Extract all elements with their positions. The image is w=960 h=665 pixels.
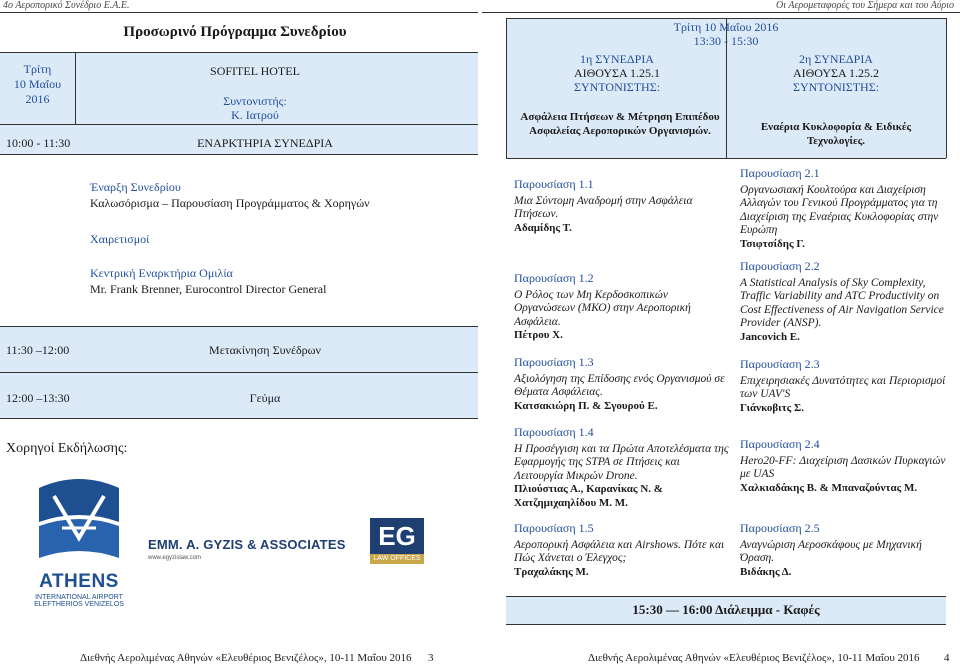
presentation-author: Jancovich E.: [740, 330, 800, 343]
presentation-number: Παρουσίαση 1.1: [514, 177, 594, 191]
coordinator-label: Συντονιστής:: [223, 94, 287, 108]
lunch-label: Γεύμα: [249, 391, 281, 405]
left-page-number: 3: [428, 652, 434, 664]
session1-header: [512, 52, 722, 94]
opening-time: 10:00 - 11:30: [6, 136, 71, 150]
presentation-1-1: [514, 178, 729, 235]
eg-logo-sub: LAW OFFICES: [370, 554, 424, 564]
athens-airport-logo: [24, 478, 134, 620]
eg-logo-mark: EG: [370, 518, 424, 554]
year-label: 2016: [25, 92, 50, 106]
presentation-number: Παρουσίαση 2.4: [740, 437, 820, 451]
transfer-label: Μετακίνηση Συνέδρων: [209, 343, 321, 357]
presentation-number: Παρουσίαση 2.1: [740, 166, 820, 180]
presentation-author: Αδαμίδης Τ.: [514, 221, 572, 234]
presentation-2-4: [740, 438, 955, 495]
lunch-time: 12:00 –13:30: [6, 391, 70, 405]
venue: SOFITEL HOTEL: [210, 64, 300, 78]
session1-title: 1η ΣΥΝΕΔΡΙΑ: [580, 52, 654, 66]
session2-header: [736, 52, 936, 94]
presentation-title: Αξιολόγηση της Επίδοσης ενός Οργανισμού σε Θέματα Ασφάλειας.: [514, 372, 725, 398]
sponsors-label: Χορηγοί Εκδήλωσης:: [6, 441, 128, 456]
date-label: 10 Μαΐου: [13, 77, 62, 91]
session2-title: 2η ΣΥΝΕΔΡΙΑ: [799, 52, 873, 66]
welcome-item: Καλωσόρισμα – Παρουσίαση Προγράμματος & Χορηγών: [90, 196, 370, 210]
right-page-number: 4: [944, 652, 950, 664]
start-label: Έναρξη Συνεδρίου: [90, 180, 181, 194]
presentation-number: Παρουσίαση 2.3: [740, 357, 820, 371]
presentation-number: Παρουσίαση 1.3: [514, 355, 594, 369]
program-title: Προσωρινό Πρόγραμμα Συνεδρίου: [123, 24, 347, 40]
coffee-break: 15:30 — 16:00 Διάλειμμα - Καφές: [632, 602, 820, 617]
coordinator-name: Κ. Ιατρού: [231, 108, 279, 122]
presentation-number: Παρουσίαση 1.5: [514, 521, 594, 535]
rule: [0, 124, 478, 125]
session-date-block: [626, 20, 826, 48]
athens-logo-sub1: INTERNATIONAL AIRPORT: [35, 594, 123, 601]
presentation-2-2: [740, 260, 955, 344]
greetings-item: Χαιρετισμοί: [90, 232, 150, 246]
left-footer: Διεθνής Αερολιμένας Αθηνών «Ελευθέριος Βενιζέλος», 10-11 Μαΐου 2016: [80, 652, 412, 664]
rule: [0, 418, 478, 419]
opening-title: ΕΝΑΡΚΤΗΡΙΑ ΣΥΝΕΔΡΙΑ: [197, 136, 333, 150]
right-header-rule: [482, 12, 960, 13]
session-time: 13:30 - 15:30: [693, 34, 759, 48]
presentation-title: Αεροπορική Ασφάλεια και Airshows. Πότε και Πώς Χάνεται ο Έλεγχος;: [514, 538, 725, 564]
presentation-title: Ο Ρόλος των Μη Κερδοσκοπικών Οργανώσεων (ΜΚΟ) στην Αεροπορική Ασφάλεια.: [514, 288, 691, 328]
presentation-author: Πλιούστιας Α., Καρανίκας Ν. & Χατζημιχαηλίδου Μ. Μ.: [514, 483, 663, 509]
eg-law-logo: [370, 518, 424, 566]
coordinator-block: [190, 94, 320, 122]
rule: [0, 326, 478, 327]
presentation-1-3: [514, 356, 729, 413]
session2-topic: Εναέρια Κυκλοφορία & Ειδικές Τεχνολογίες.: [760, 121, 912, 147]
athens-logo-sub2: ELEFTHERIOS VENIZELOS: [34, 601, 124, 608]
transfer-time: 11:30 –12:00: [6, 343, 70, 357]
rule: [0, 52, 478, 53]
presentation-1-2: [514, 272, 729, 343]
rule: [506, 596, 946, 597]
session-date: Τρίτη 10 Μαΐου 2016: [673, 20, 779, 34]
day-date-cell: [0, 62, 75, 107]
gyzis-logo-text: EMM. A. GYZIS & ASSOCIATES: [148, 537, 346, 552]
session1-room: ΑΙΘΟΥΣΑ 1.25.1: [573, 66, 661, 80]
presentation-2-5: [740, 522, 955, 579]
presentation-author: Τραχαλάκης Μ.: [514, 565, 589, 578]
rule: [946, 18, 947, 158]
presentation-author: Γιάνκοβιτς Σ.: [740, 401, 804, 414]
presentation-title: Μια Σύντομη Αναδρομή στην Ασφάλεια Πτήσεων.: [514, 194, 693, 220]
session1-topic: Ασφάλεια Πτήσεων & Μέτρηση Επιπέδου Ασφαλείας Αεροπορικών Οργανισμών.: [520, 111, 720, 137]
presentation-author: Τσιφτσίδης Γ.: [740, 237, 805, 250]
presentation-1-5: [514, 522, 729, 579]
presentation-1-4: [514, 426, 729, 510]
presentation-author: Βιδάκης Δ.: [740, 565, 792, 578]
rule: [75, 52, 76, 124]
presentation-number: Παρουσίαση 2.5: [740, 521, 820, 535]
presentation-author: Χαλκιαδάκης Β. & Μπαναζούντας Μ.: [740, 481, 918, 494]
athens-airport-emblem-icon: [24, 478, 134, 570]
presentation-title: A Statistical Analysis of Sky Complexity, Traffic Variability and ATC Productivity on Cost Effectiveness of Air Navigation Service Provider (ANSP).: [740, 276, 944, 329]
day-label: Τρίτη: [23, 62, 52, 76]
session1-coordinator: ΣΥΝΤΟΝΙΣΤΗΣ:: [573, 80, 661, 94]
gyzis-logo-url: www.egyzislaw.com: [148, 555, 202, 561]
presentation-number: Παρουσίαση 1.2: [514, 271, 594, 285]
left-running-header: 4ο Αεροπορικό Συνέδριο Ε.Α.Ε.: [3, 0, 130, 11]
session2-room: ΑΙΘΟΥΣΑ 1.25.2: [792, 66, 880, 80]
presentation-2-1: [740, 167, 955, 251]
rule: [0, 372, 478, 373]
presentation-title: Αναγνώριση Αεροσκάφους με Μηχανική Όραση.: [740, 538, 922, 564]
rule: [506, 158, 946, 159]
left-header-rule: [0, 12, 478, 13]
presentation-number: Παρουσίαση 1.4: [514, 425, 594, 439]
athens-logo-text: ATHENS: [39, 571, 119, 592]
presentation-author: Πέτρου Χ.: [514, 329, 563, 341]
presentation-author: Κατσακιώρη Π. & Σγουρού Ε.: [514, 399, 658, 412]
presentation-title: Hero20-FF: Διαχείριση Δασικών Πυρκαγιών με UAS: [740, 454, 946, 480]
presentation-title: Επιχειρησιακές Δυνατότητες και Περιορισμοί των UAV'S: [740, 374, 946, 400]
rule: [0, 154, 478, 155]
rule: [506, 18, 507, 158]
right-footer: Διεθνής Αερολιμένας Αθηνών «Ελευθέριος Βενιζέλος», 10-11 Μαΐου 2016: [588, 652, 920, 664]
presentation-2-3: [740, 358, 955, 415]
right-running-header: Οι Αερομεταφορές του Σήμερα και του Αύριο: [776, 0, 954, 11]
keynote-label: Κεντρική Εναρκτήρια Ομιλία: [90, 266, 233, 280]
presentation-title: Η Προσέγγιση και τα Πρώτα Αποτελέσματα της Εφαρμογής της STPA σε Πτήσεις και Λειτουργία Μικρών Drone.: [514, 442, 729, 482]
session2-coordinator: ΣΥΝΤΟΝΙΣΤΗΣ:: [792, 80, 880, 94]
rule: [506, 624, 946, 625]
presentation-number: Παρουσίαση 2.2: [740, 259, 820, 273]
keynote-speaker: Mr. Frank Brenner, Eurocontrol Director General: [90, 282, 327, 296]
presentation-title: Οργανωσιακή Κουλτούρα και Διαχείριση Αλλαγών του Γενικού Προγράμματος για τη Διαχείριση της Εναέριας Κυκλοφορίας στην Ευρώπη: [740, 183, 939, 236]
